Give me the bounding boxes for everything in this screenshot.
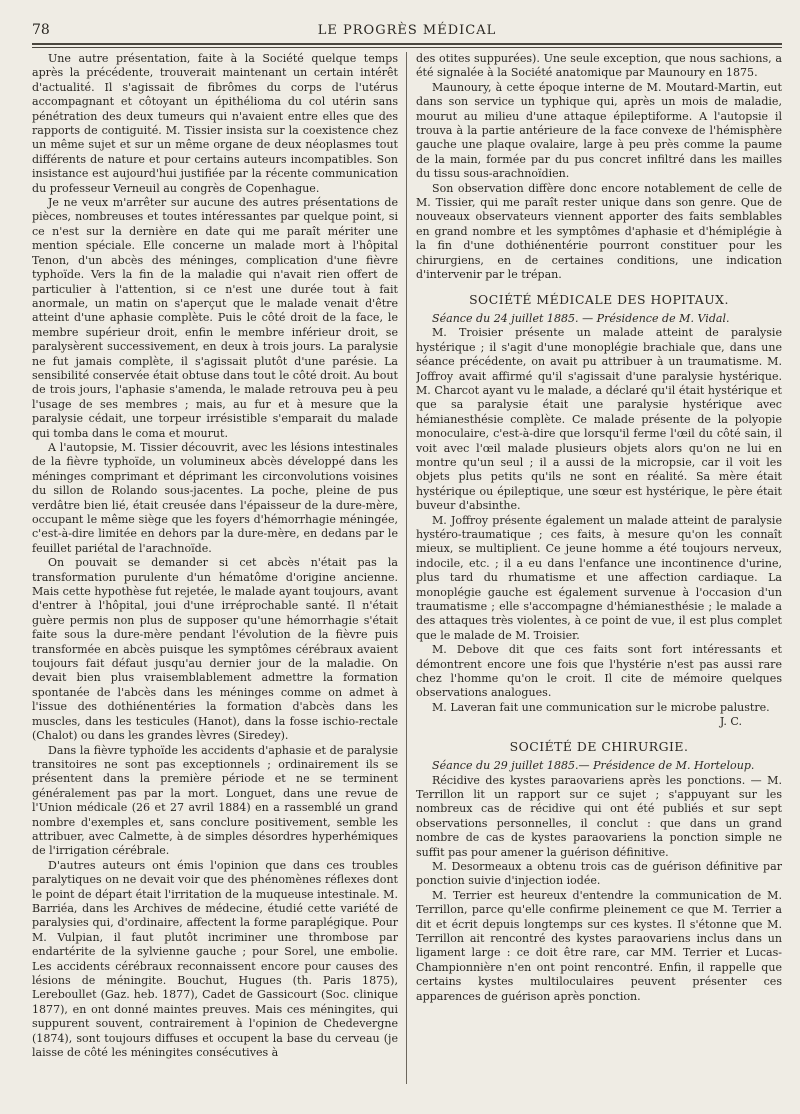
section-title-chirurgie: SOCIÉTÉ DE CHIRURGIE. — [509, 738, 689, 754]
paragraph: Je ne veux m'arrêter sur aucune des autres présentations de pièces, nombreuses et toutes intéressantes par quelque point, si ce n'est sur la dernière en date qui me paraît mériter une mention spéciale. Elle concerne un malade mort à l'hôpital Tenon, d'un abcès des méninges, complication d'une fièvre typhoïde. Vers la fin de la maladie qui n'avait rien offert de particulier à l'attention, si ce n'est une durée tout à fait anormale, un matin on s'aperçut que le malade venait d'être atteint d'une aphasie complète. Puis le côté droit de la face, le membre supérieur droit, enfin le membre inférieur droit, se paralysèrent successivement, en deux à trois jours. La paralysie ne fut jamais complète, il s'agissait plutôt d'une parésie. La sensibilité conservée était obtuse dans tout le côté droit. Au bout de trois jours, l'aphasie s'amenda, le malade retrouva peu à peu l'usage de ses membres ; mais, au fur et à mesure que la paralysie cédait, une torpeur irrésistible s'emparait du malade qui tomba dans le coma et mourut. — [32, 196, 398, 440]
paragraph: Récidive des kystes paraovariens après les ponctions. — M. Terrillon lit un rapport sur ce sujet ; s'appuyant sur les nombreux cas de récidive qui ont été publiés et sur sept observations personnelles, il conclut : que dans un grand nombre de cas de kystes paraovariens la ponction simple ne suffit pas pour amener la guérison définitive. — [416, 773, 782, 859]
column-divider — [406, 52, 407, 1084]
paragraph: A l'autopsie, M. Tissier découvrit, avec les lésions intestinales de la fièvre typhoïde, un volumineux abcès développé dans les méninges comprimant et déprimant les circonvolutions voisines du sillon de Rolando sous-jacentes. La poche, pleine de pus verdâtre bien lié, était creusée dans l'épaisseur de la dure-mère, occupant le même siège que les foyers d'hémorrhagie méningée, c'est-à-dire limitée en dehors par la dure-mère, en dedans par le feuillet pariétal de l'arachnoïde. — [32, 440, 398, 555]
session-line: Séance du 24 juillet 1885. — Présidence de M. Vidal. — [432, 311, 730, 325]
paragraph: D'autres auteurs ont émis l'opinion que dans ces troubles paralytiques on ne devait voir que des phénomènes réflexes dont le point de départ était l'irritation de la muqueuse intestinale. M. Barriéa, dans les Archives de médecine, étudié cette variété de paralysies qui, d'ordinaire, affectent la forme paraplégique. Pour M. Vulpian, il faut plutôt incriminer une thrombose par endartérite de la sylvienne gauche ; pour Sorel, une embolie. Les accidents cérébraux reconnaissent encore pour causes des lésions de méningite. Bouchut, Hugues (th. Paris 1875), Lereboullet (Gaz. heb. 1877), Cadet de Gassicourt (Soc. clinique 1877), en ont donné maintes preuves. Mais ces méningites, qui suppurent souvent, contrairement à l'opinion de Chedevergne (1874), sont toujours diffuses et occupent la base du cerveau (je laisse de côté les méningites consécutives à — [32, 858, 398, 1060]
page-header — [32, 20, 782, 42]
paragraph: M. Terrier est heureux d'entendre la communication de M. Terrillon, parce qu'elle confirme pleinement ce que M. Terrier a dit et écrit depuis longtemps sur ces kystes. Il s'étonne que M. Terrillon ait rencontré des kystes paraovariens inclus dans un ligament large : ce doit être rare, car MM. Terrier et Lucas-Championnière n'en ont point rencontré. Enfin, il rappelle que certains kystes multiloculaires peuvent présenter ces apparences de guérison après ponction. — [416, 888, 782, 1003]
paragraph: M. Troisier présente un malade atteint de paralysie hystérique ; il s'agit d'une monoplégie brachiale que, dans une séance précédente, on avait pu attribuer à un traumatisme. M. Joffroy avait affirmé qu'il s'agissait d'une paralysie hystérique. M. Charcot ayant vu le malade, a déclaré qu'il était hystérique et que sa paralysie était une paralysie hystérique avec hémianesthésie complète. Ce malade présente de la polyopie monoculaire, c'est-à-dire que lorsqu'il ferme l'œil du côté sain, il voit avec l'œil malade plusieurs objets alors qu'on ne lui en montre qu'un seul ; il a aussi de la micropsie, car il voit les objets plus petits qu'ils ne sont en réalité. Sa mère était hystérique ou épileptique, une sœur est hystérique, le père était buveur d'absinthe. — [416, 326, 782, 513]
paragraph: Maunoury, à cette époque interne de M. Moutard-Martin, eut dans son service un typhique qui, après un mois de maladie, mourut au milieu d'une attaque épileptiforme. A l'autopsie il trouva à la partie antérieure de la face convexe de l'hémisphère gauche une plaque ovalaire, large à peu près comme la paume de la main, formée par du pus concret infiltré dans les mailles du tissu sous-arachnoïdien. — [416, 80, 782, 181]
paragraph: M. Laveran fait une communication sur le microbe palustre. — [432, 700, 770, 714]
paragraph: Une autre présentation, faite à la Société quelque temps après la précédente, trouverait maintenant un certain intérêt d'actualité. Il s'agissait de fibrômes du corps de l'utérus accompagnant et côtoyant un épithélioma du col utérin sans pénétration des deux tumeurs qui n'avaient entre elles que des rapports de contiguité. M. Tissier insista sur la coexistence chez un même sujet et sur un même organe de deux néoplasmes tout différents de nature et pour certains auteurs incompatibles. Son insistance est aujourd'hui justifiée par la récente communication du professeur Verneuil au congrès de Copenhague. — [32, 52, 398, 195]
paragraph: On pouvait se demander si cet abcès n'était pas la transformation purulente d'un hématôme d'origine ancienne. Mais cette hypothèse fut rejetée, le malade ayant toujours, avant d'entrer à l'hôpital, joui d'une irréprochable santé. Il n'était guère permis non plus de supposer qu'une hémorrhagie s'était faite sous la dure-mère pendant l'évolution de la fièvre puis transformée en abcès puisque les symptômes cérébraux avaient toujours fait défaut jusqu'au dernier jour de la maladie. On devait bien plus vraisemblablement admettre la formation spontanée de l'abcès dans les méninges comme on admet à l'issue des dothiénentéries la formation d'abcès dans les muscles, dans les testicules (Hanot), dans la fosse ischio-rectale (Chalot) ou dans les grandes lèvres (Siredey). — [32, 556, 398, 743]
paragraph: Dans la fièvre typhoïde les accidents d'aphasie et de paralysie transitoires ne sont pas exceptionnels ; ordinairement ils se présentent dans la première période et ne se terminent généralement pas par la mort. Longuet, dans une revue de l'Union médicale (26 et 27 avril 1884) en a rassemblé un grand nombre d'exemples et, sans conclure positivement, semble les attribuer, avec Calmette, à de simples désordres hyperhémiques de l'irrigation cérébrale. — [32, 743, 398, 858]
paragraph: Son observation diffère donc encore notablement de celle de M. Tissier, qui me paraît rester unique dans son genre. Que de nouveaux observateurs viennent apporter des faits semblables en grand nombre et les symptômes d'aphasie et d'hémiplégie à la fin d'une dothiénentérie pourront constituer pour les chirurgiens, en de certaines conditions, une indication d'intervenir par le trépan. — [416, 181, 782, 282]
paragraph: M. Debove dit que ces faits sont fort intéressants et démontrent encore une fois que l'hystérie n'est pas aussi rare chez l'homme qu'on le croit. Il cite de mémoire quelques observations analogues. — [416, 643, 782, 700]
left-column — [32, 52, 398, 1092]
section-title-hopitaux: SOCIÉTÉ MÉDICALE DES HOPITAUX. — [469, 291, 729, 307]
paragraph: des otites suppurées). Une seule exception, que nous sachions, a été signalée à la Société anatomique par Maunoury en 1875. — [416, 52, 782, 80]
paragraph: M. Desormeaux a obtenu trois cas de guérison définitive par ponction suivie d'injection iodée. — [416, 859, 782, 888]
right-column — [416, 52, 782, 1092]
header-rule — [32, 43, 782, 48]
journal-title: LE PROGRÈS MÉDICAL — [317, 23, 497, 38]
signature: J. C. — [719, 715, 742, 729]
paragraph: M. Joffroy présente également un malade atteint de paralysie hystéro-traumatique ; ces faits, à mesure qu'on les connaît mieux, se multiplient. Ce jeune homme a été toujours nerveux, indocile, etc. ; il a eu dans l'enfance une incontinence d'urine, plus tard du rhumatisme et une affection cardiaque. La monoplégie gauche est également survenue à l'occasion d'un traumatisme ; elle s'accompagne d'hémianesthésie ; le malade a des attaques très violentes, à ce point de vue, il est plus complet que le malade de M. Troisier. — [416, 513, 782, 642]
session-line: Séance du 29 juillet 1885.— Présidence de M. Horteloup. — [432, 759, 755, 773]
page-number: 78 — [32, 22, 50, 38]
